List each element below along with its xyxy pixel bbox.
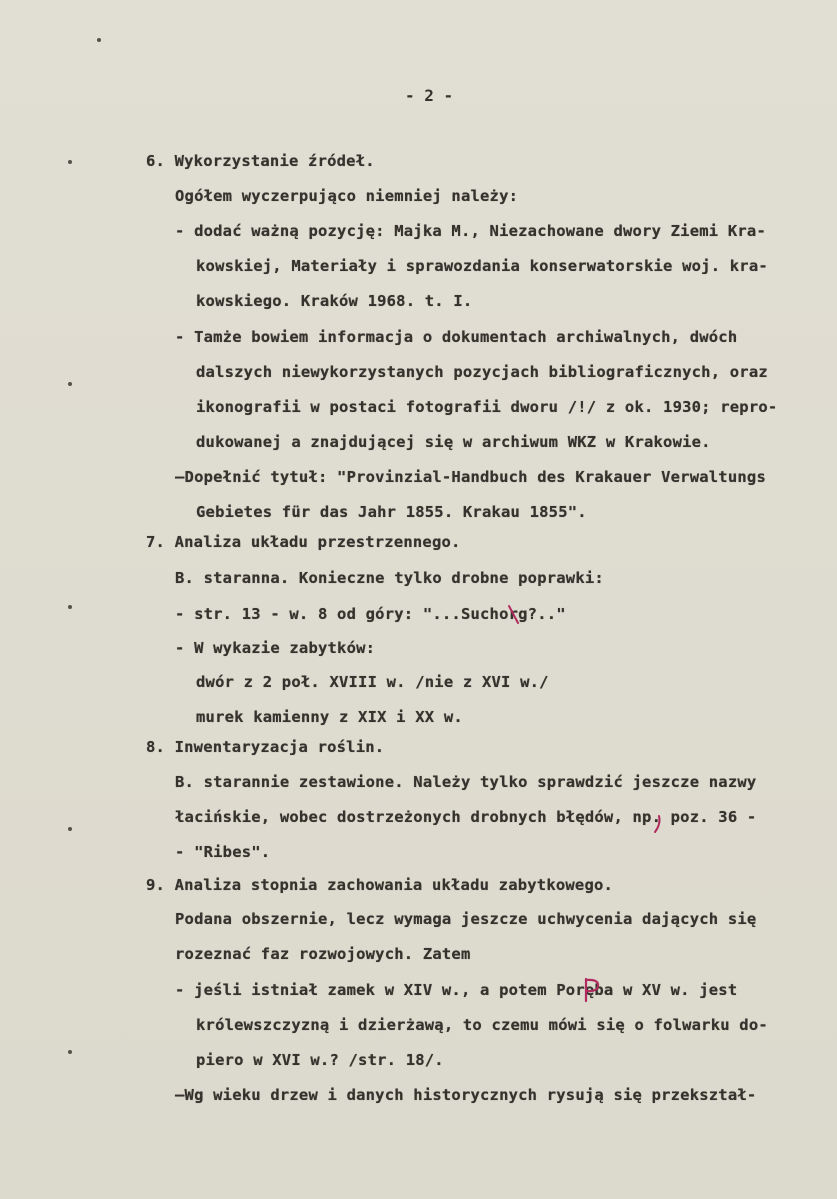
text-line: Ogółem wyczerpująco niemniej należy: [175,187,519,205]
text-line: kowskiego. Kraków 1968. t. I. [196,292,473,310]
punch-dot [68,605,72,609]
text-line: królewszczyzną i dzierżawą, to czemu mówi się o folwarku do- [196,1016,768,1034]
text-line: Podana obszernie, lecz wymaga jeszcze uchwycenia dających się [175,910,757,928]
text-line: piero w XVI w.? /str. 18/. [196,1051,444,1069]
text-line: Gebietes für das Jahr 1855. Krakau 1855". [196,503,587,521]
text-line: łacińskie, wobec dostrzeżonych drobnych błędów, np. poz. 36 - [175,808,757,826]
section-heading: 9. Analiza stopnia zachowania układu zabytkowego. [146,876,614,894]
text-line: - Tamże bowiem informacja o dokumentach archiwalnych, dwóch [175,328,738,346]
text-line: dalszych niewykorzystanych pozycjach bibliograficznych, oraz [196,363,768,381]
text-line: B. staranna. Konieczne tylko drobne poprawki: [175,569,604,587]
text-line: - str. 13 - w. 8 od góry: "...Suchorg?.." [175,605,566,623]
section-heading: 8. Inwentaryzacja roślin. [146,738,385,756]
punch-dot [68,160,72,164]
punch-dot [68,382,72,386]
text-line: ikonografii w postaci fotografii dworu /!/ z ok. 1930; repro- [196,398,778,416]
punch-dot [68,827,72,831]
text-line: - W wykazie zabytków: [175,639,376,657]
correction-mark-stroke [506,603,522,627]
text-line: dwór z 2 poł. XVIII w. /nie z XVI w./ [196,673,549,691]
text-line: —Wg wieku drzew i danych historycznych rysują się przekształ- [175,1086,757,1104]
punch-dot [68,1050,72,1054]
correction-mark-p [581,976,603,1004]
text-line: B. starannie zestawione. Należy tylko sprawdzić jeszcze nazwy [175,773,757,791]
page-number: - 2 - [405,86,454,105]
text-line: murek kamienny z XIX i XX w. [196,708,463,726]
text-line: - dodać ważną pozycję: Majka M., Niezachowane dwory Ziemi Kra- [175,222,766,240]
text-line: - "Ribes". [175,843,271,861]
correction-mark-comma [652,814,664,836]
text-line: rozeznać faz rozwojowych. Zatem [175,945,471,963]
section-heading: 7. Analiza układu przestrzennego. [146,533,461,551]
punch-dot [97,38,101,42]
text-line: —Dopełnić tytuł: "Provinzial-Handbuch des Krakauer Verwaltungs [175,468,766,486]
text-line: dukowanej a znajdującej się w archiwum WKZ w Krakowie. [196,433,711,451]
text-line: - jeśli istniał zamek w XIV w., a potem Poręba w XV w. jest [175,981,738,999]
text-line: kowskiej, Materiały i sprawozdania konserwatorskie woj. kra- [196,257,768,275]
section-heading: 6. Wykorzystanie źródeł. [146,152,375,170]
